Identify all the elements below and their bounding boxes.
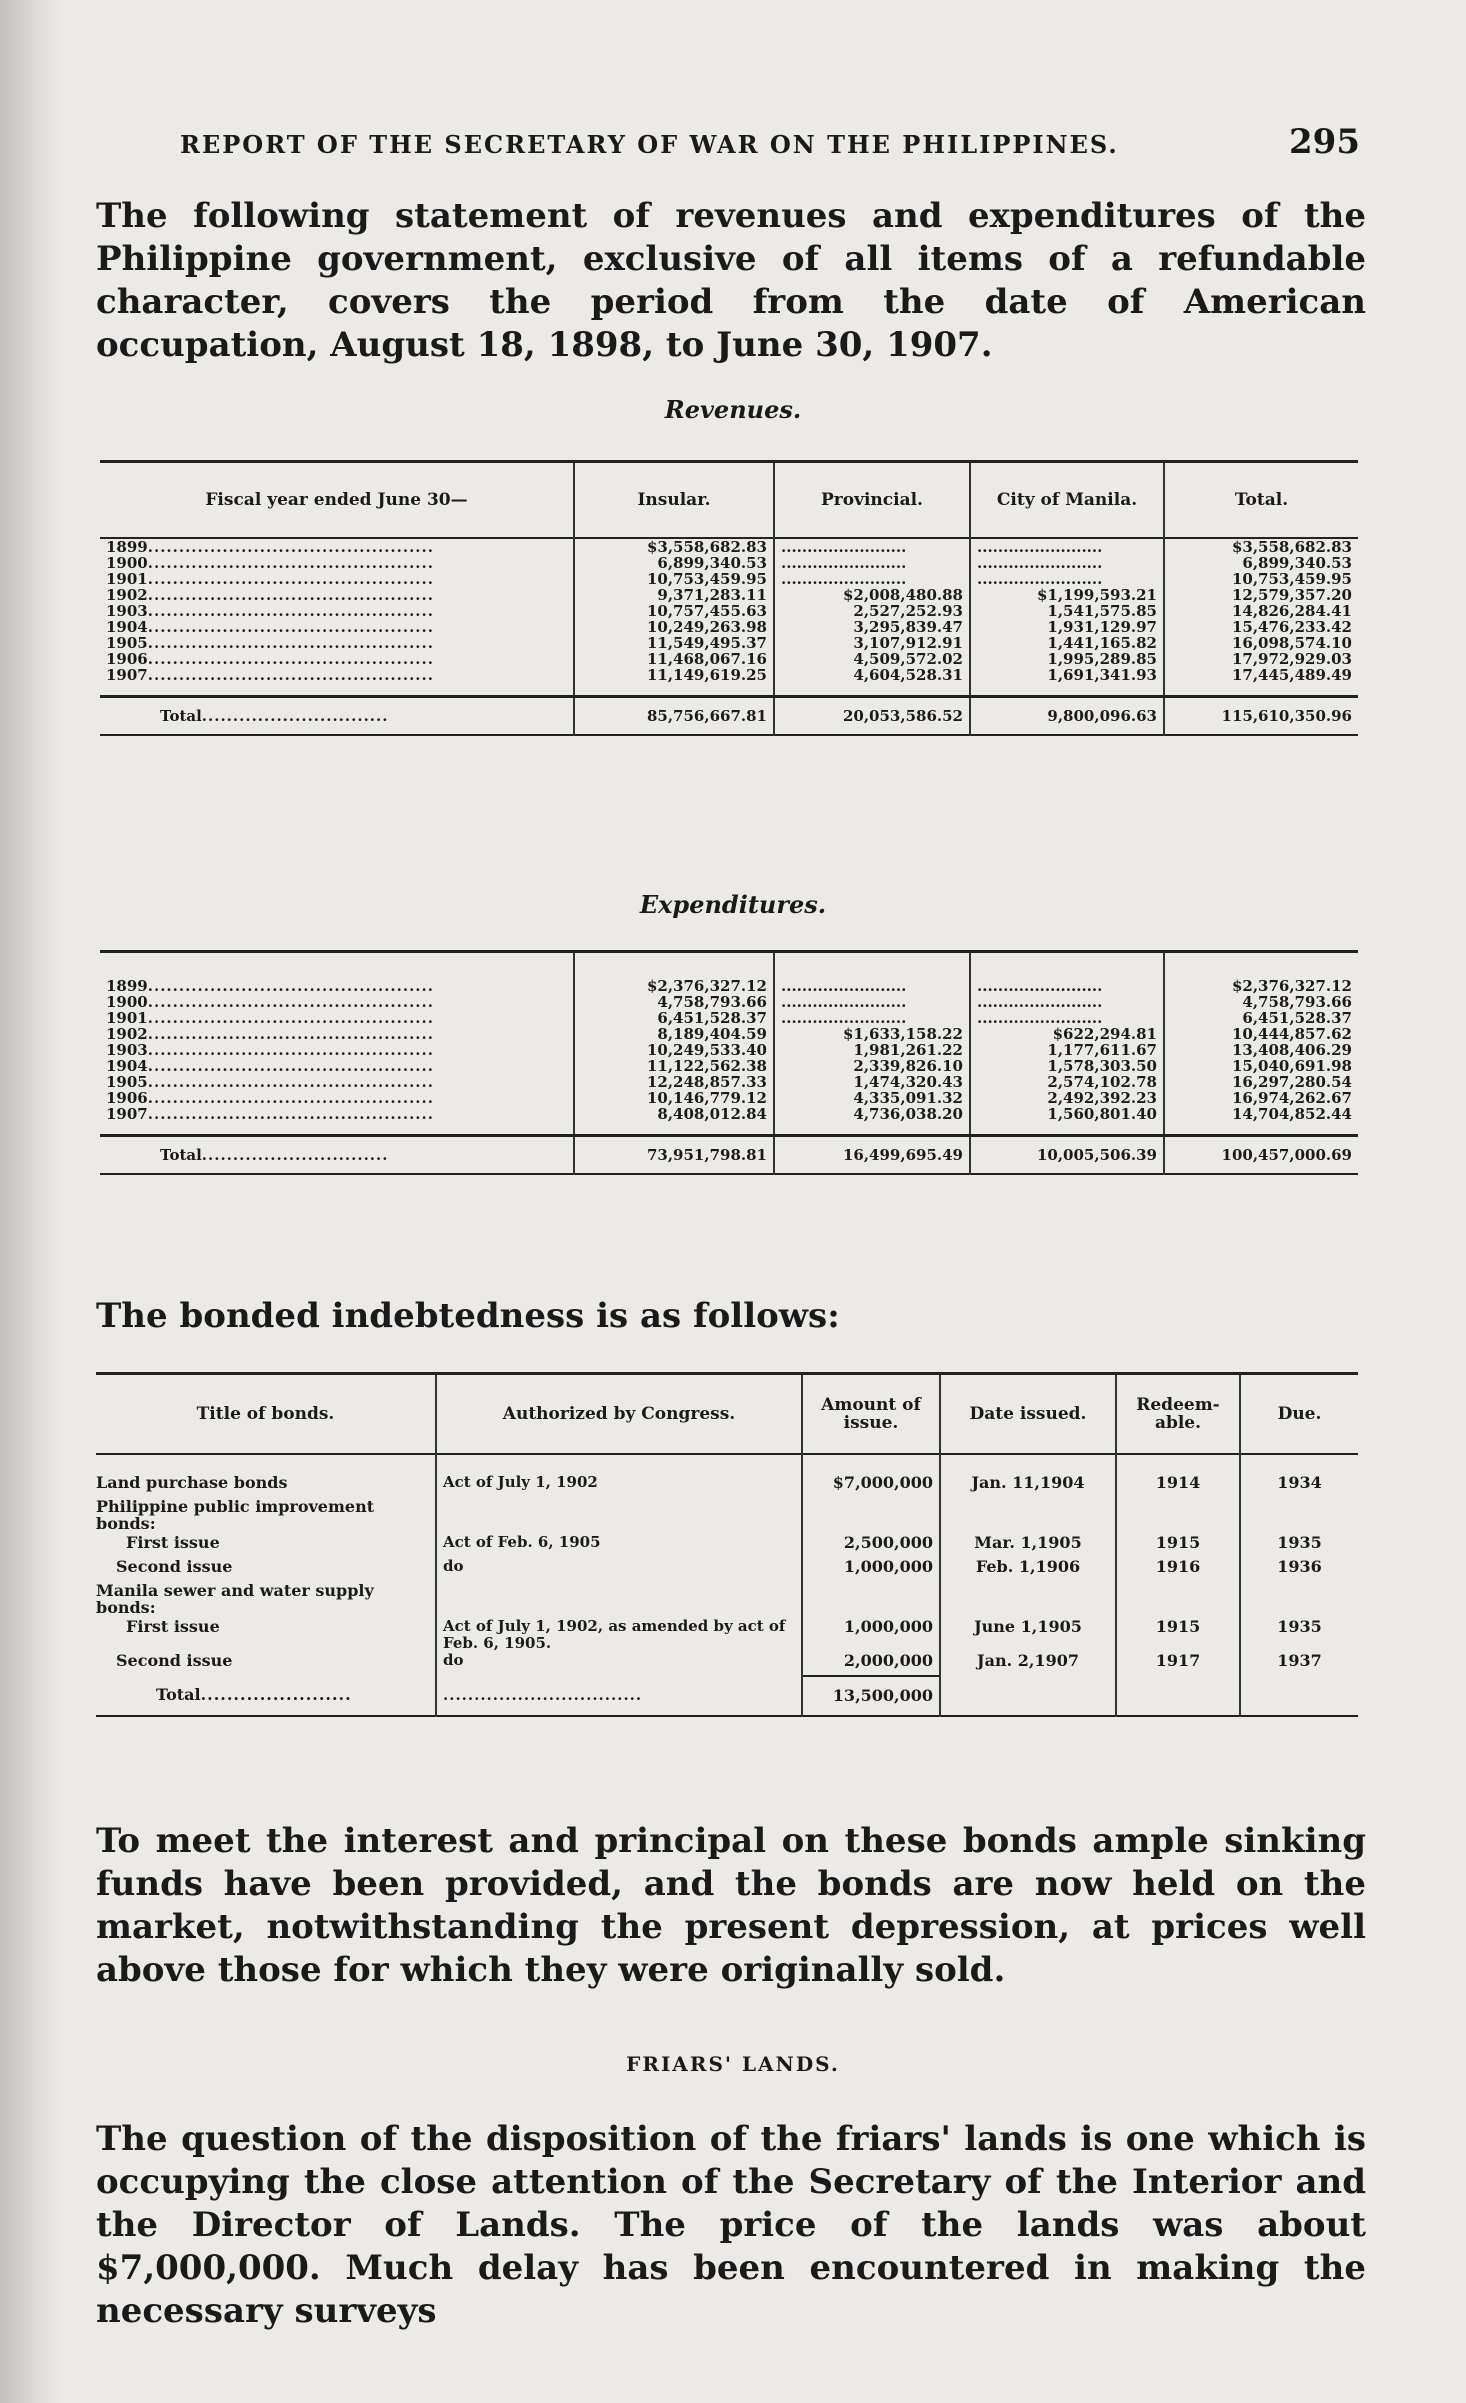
insular-cell: 10,146,779.12 [574, 1090, 774, 1106]
revenues-row [100, 603, 1358, 619]
insular-cell: 11,549,495.37 [574, 635, 774, 651]
year-cell: 1901.............................................. [106, 1009, 434, 1026]
total-cell: 16,297,280.54 [1164, 1074, 1358, 1090]
date-cell: June 1,1905 [940, 1618, 1116, 1652]
manila-cell: 1,995,289.85 [970, 651, 1164, 667]
expenditures-row [100, 1074, 1358, 1090]
insular-cell: 12,248,857.33 [574, 1074, 774, 1090]
provincial-cell: ........................ [774, 978, 970, 994]
year-cell: 1906.............................................. [106, 1089, 434, 1106]
expenditures-row [100, 1042, 1358, 1058]
date-cell [940, 1498, 1116, 1534]
amount-cell: 2,000,000 [802, 1652, 940, 1676]
authorized-cell: do [436, 1652, 802, 1676]
total-cell: 6,899,340.53 [1164, 555, 1358, 571]
insular-cell: 10,249,263.98 [574, 619, 774, 635]
due-cell [1240, 1498, 1358, 1534]
date-cell: Jan. 2,1907 [940, 1652, 1116, 1676]
provincial-cell: 4,604,528.31 [774, 667, 970, 683]
amount-cell: 1,000,000 [802, 1618, 940, 1652]
bond-row [96, 1652, 1358, 1676]
total-cell: 17,445,489.49 [1164, 667, 1358, 683]
total-provincial: 16,499,695.49 [774, 1136, 970, 1175]
revenues-row [100, 538, 1358, 555]
provincial-cell: 1,981,261.22 [774, 1042, 970, 1058]
bonds-intro: The bonded indebtedness is as follows: [96, 1296, 840, 1336]
provincial-cell: 3,107,912.91 [774, 635, 970, 651]
provincial-cell: $1,633,158.22 [774, 1026, 970, 1042]
expenditures-row [100, 1026, 1358, 1042]
total-grand: 115,610,350.96 [1164, 697, 1358, 736]
year-cell: 1902.............................................. [106, 586, 434, 603]
redeemable-cell: 1915 [1116, 1534, 1240, 1558]
date-cell: Feb. 1,1906 [940, 1558, 1116, 1582]
total-cell: 14,826,284.41 [1164, 603, 1358, 619]
authorized-cell [436, 1498, 802, 1534]
year-cell: 1907.............................................. [106, 666, 434, 683]
total-insular: 73,951,798.81 [574, 1136, 774, 1175]
due-cell: 1935 [1240, 1534, 1358, 1558]
bonds-total-amount: 13,500,000 [802, 1676, 940, 1716]
amount-cell [802, 1582, 940, 1618]
revenues-total-row [100, 697, 1358, 736]
provincial-cell: ........................ [774, 571, 970, 587]
bond-title-cell: First issue [126, 1617, 220, 1636]
insular-cell: $3,558,682.83 [574, 538, 774, 555]
total-cell: 16,974,262.67 [1164, 1090, 1358, 1106]
intro-paragraph: The following statement of revenues and expenditures of the Philippine government, exclusive of all items of a refundable character, covers the period from the date of American occupation, August 18, 1898, to June 30, 1907. [96, 196, 1366, 365]
insular-cell: 11,122,562.38 [574, 1058, 774, 1074]
redeemable-cell: 1914 [1116, 1474, 1240, 1498]
authorized-cell: Act of July 1, 1902, as amended by act of Feb. 6, 1905. [436, 1618, 802, 1652]
year-cell: 1903.............................................. [106, 602, 434, 619]
bonds-total-blank: ................................ [436, 1676, 802, 1716]
expenditures-caption: Expenditures. [639, 890, 827, 919]
bond-row [96, 1582, 1358, 1618]
revenues-row [100, 635, 1358, 651]
revenues-caption: Revenues. [664, 395, 802, 424]
amount-cell [802, 1498, 940, 1534]
authorized-cell: Act of July 1, 1902 [436, 1474, 802, 1498]
expenditures-row [100, 978, 1358, 994]
manila-cell: 1,177,611.67 [970, 1042, 1164, 1058]
running-title: REPORT OF THE SECRETARY OF WAR ON THE PHILIPPINES. [180, 130, 1119, 159]
expenditures-row [100, 994, 1358, 1010]
total-provincial: 20,053,586.52 [774, 697, 970, 736]
amount-cell: 1,000,000 [802, 1558, 940, 1582]
year-cell: 1900.............................................. [106, 554, 434, 571]
insular-cell: 11,149,619.25 [574, 667, 774, 683]
expenditures-row [100, 1106, 1358, 1122]
manila-cell: ........................ [970, 994, 1164, 1010]
bond-row [96, 1534, 1358, 1558]
revenues-row [100, 571, 1358, 587]
insular-cell: 6,899,340.53 [574, 555, 774, 571]
manila-cell: 2,574,102.78 [970, 1074, 1164, 1090]
expenditures-row [100, 1010, 1358, 1026]
manila-cell: ........................ [970, 538, 1164, 555]
due-cell: 1934 [1240, 1474, 1358, 1498]
col-city-of-manila: City of Manila. [970, 462, 1164, 538]
friars-lands-heading: FRIARS' LANDS. [626, 2052, 840, 2076]
year-cell: 1903.............................................. [106, 1041, 434, 1058]
authorized-cell: do [436, 1558, 802, 1582]
insular-cell: 9,371,283.11 [574, 587, 774, 603]
due-cell: 1935 [1240, 1618, 1358, 1652]
total-cell: 12,579,357.20 [1164, 587, 1358, 603]
total-cell: $3,558,682.83 [1164, 538, 1358, 555]
total-cell: 14,704,852.44 [1164, 1106, 1358, 1122]
bonds-header-row [96, 1374, 1358, 1454]
bond-row [96, 1498, 1358, 1534]
total-label: Total.............................. [160, 1146, 389, 1164]
year-cell: 1905.............................................. [106, 634, 434, 651]
manila-cell: 1,560,801.40 [970, 1106, 1164, 1122]
redeemable-cell [1116, 1582, 1240, 1618]
bond-row [96, 1618, 1358, 1652]
date-cell: Jan. 11,1904 [940, 1474, 1116, 1498]
total-cell: 16,098,574.10 [1164, 635, 1358, 651]
bond-title-cell: Land purchase bonds [96, 1473, 288, 1492]
provincial-cell: ........................ [774, 555, 970, 571]
expenditures-row [100, 1058, 1358, 1074]
redeemable-cell: 1916 [1116, 1558, 1240, 1582]
bonds-body [96, 1474, 1358, 1676]
expenditures-body [100, 978, 1358, 1136]
provincial-cell: ........................ [774, 994, 970, 1010]
col-fiscal-year: Fiscal year ended June 30— [205, 489, 468, 510]
revenues-row [100, 587, 1358, 603]
year-cell: 1899.............................................. [106, 537, 434, 555]
col-date-issued: Date issued. [940, 1374, 1116, 1454]
redeemable-cell: 1915 [1116, 1618, 1240, 1652]
total-cell: 13,408,406.29 [1164, 1042, 1358, 1058]
year-cell: 1899.............................................. [106, 977, 434, 994]
total-grand: 100,457,000.69 [1164, 1136, 1358, 1175]
total-cell: 10,444,857.62 [1164, 1026, 1358, 1042]
date-cell [940, 1582, 1116, 1618]
provincial-cell: $2,008,480.88 [774, 587, 970, 603]
total-manila: 10,005,506.39 [970, 1136, 1164, 1175]
bond-title-cell: Second issue [116, 1557, 233, 1576]
col-due: Due. [1240, 1374, 1358, 1454]
manila-cell: 1,541,575.85 [970, 603, 1164, 619]
authorized-cell: Act of Feb. 6, 1905 [436, 1534, 802, 1558]
manila-cell: ........................ [970, 555, 1164, 571]
manila-cell: ........................ [970, 978, 1164, 994]
year-cell: 1900.............................................. [106, 993, 434, 1010]
year-cell: 1907.............................................. [106, 1105, 434, 1122]
insular-cell: 10,757,455.63 [574, 603, 774, 619]
scan-edge-shadow [0, 0, 60, 2403]
provincial-cell: ........................ [774, 538, 970, 555]
total-cell: 6,451,528.37 [1164, 1010, 1358, 1026]
year-cell: 1904.............................................. [106, 1057, 434, 1074]
revenues-row [100, 667, 1358, 683]
manila-cell: $622,294.81 [970, 1026, 1164, 1042]
year-cell: 1906.............................................. [106, 650, 434, 667]
col-redeemable: Redeem-able. [1116, 1374, 1240, 1454]
provincial-cell: 2,339,826.10 [774, 1058, 970, 1074]
insular-cell: 10,753,459.95 [574, 571, 774, 587]
redeemable-cell [1116, 1498, 1240, 1534]
total-label: Total.............................. [160, 707, 389, 725]
insular-cell: $2,376,327.12 [574, 978, 774, 994]
bond-row [96, 1558, 1358, 1582]
page-header [180, 122, 1360, 162]
total-cell: $2,376,327.12 [1164, 978, 1358, 994]
provincial-cell: 2,527,252.93 [774, 603, 970, 619]
bond-title-cell: Manila sewer and water supply bonds: [96, 1581, 374, 1617]
total-cell: 15,476,233.42 [1164, 619, 1358, 635]
total-cell: 15,040,691.98 [1164, 1058, 1358, 1074]
revenues-row [100, 555, 1358, 571]
col-title-of-bonds: Title of bonds. [196, 1403, 335, 1424]
revenues-table [100, 460, 1358, 736]
provincial-cell: 4,509,572.02 [774, 651, 970, 667]
total-manila: 9,800,096.63 [970, 697, 1164, 736]
total-insular: 85,756,667.81 [574, 697, 774, 736]
revenues-row [100, 651, 1358, 667]
year-cell: 1901.............................................. [106, 570, 434, 587]
year-cell: 1904.............................................. [106, 618, 434, 635]
bonds-total-row [96, 1676, 1358, 1716]
bonds-table [96, 1372, 1358, 1717]
manila-cell: 1,578,303.50 [970, 1058, 1164, 1074]
page-number: 295 [1289, 122, 1360, 162]
insular-cell: 6,451,528.37 [574, 1010, 774, 1026]
expenditures-total-row [100, 1136, 1358, 1175]
due-cell: 1936 [1240, 1558, 1358, 1582]
due-cell: 1937 [1240, 1652, 1358, 1676]
bond-title-cell: Philippine public improvement bonds: [96, 1497, 375, 1533]
manila-cell: 1,931,129.97 [970, 619, 1164, 635]
sinking-funds-paragraph: To meet the interest and principal on these bonds ample sinking funds have been provided, and the bonds are now held on the market, notwithstanding the present depression, at prices well above those for which they were originally sold. [96, 1821, 1366, 1990]
insular-cell: 8,189,404.59 [574, 1026, 774, 1042]
expenditures-row [100, 1090, 1358, 1106]
amount-cell: $7,000,000 [802, 1474, 940, 1498]
col-insular: Insular. [574, 462, 774, 538]
col-total: Total. [1164, 462, 1358, 538]
insular-cell: 4,758,793.66 [574, 994, 774, 1010]
bond-row [96, 1474, 1358, 1498]
year-cell: 1902.............................................. [106, 1025, 434, 1042]
year-cell: 1905.............................................. [106, 1073, 434, 1090]
provincial-cell: 1,474,320.43 [774, 1074, 970, 1090]
amount-cell: 2,500,000 [802, 1534, 940, 1558]
manila-cell: $1,199,593.21 [970, 587, 1164, 603]
manila-cell: ........................ [970, 1010, 1164, 1026]
total-cell: 17,972,929.03 [1164, 651, 1358, 667]
provincial-cell: 3,295,839.47 [774, 619, 970, 635]
revenues-row [100, 619, 1358, 635]
redeemable-cell: 1917 [1116, 1652, 1240, 1676]
bonds-total-label: Total....................... [156, 1685, 352, 1704]
provincial-cell: 4,736,038.20 [774, 1106, 970, 1122]
col-provincial: Provincial. [774, 462, 970, 538]
col-authorized: Authorized by Congress. [436, 1374, 802, 1454]
friars-lands-paragraph: The question of the disposition of the friars' lands is one which is occupying the close attention of the Secretary of the Interior and the Director of Lands. The price of the lands was about $7,000,000. Much delay has been encountered in making the necessary surveys [96, 2119, 1366, 2331]
provincial-cell: ........................ [774, 1010, 970, 1026]
bond-title-cell: Second issue [116, 1651, 233, 1670]
insular-cell: 8,408,012.84 [574, 1106, 774, 1122]
manila-cell: 1,691,341.93 [970, 667, 1164, 683]
revenues-header-row [100, 462, 1358, 538]
manila-cell: 1,441,165.82 [970, 635, 1164, 651]
col-amount: Amount of issue. [802, 1374, 940, 1454]
total-cell: 4,758,793.66 [1164, 994, 1358, 1010]
total-cell: 10,753,459.95 [1164, 571, 1358, 587]
manila-cell: 2,492,392.23 [970, 1090, 1164, 1106]
revenues-body [100, 538, 1358, 697]
authorized-cell [436, 1582, 802, 1618]
provincial-cell: 4,335,091.32 [774, 1090, 970, 1106]
bond-title-cell: First issue [126, 1533, 220, 1552]
insular-cell: 10,249,533.40 [574, 1042, 774, 1058]
due-cell [1240, 1582, 1358, 1618]
manila-cell: ........................ [970, 571, 1164, 587]
insular-cell: 11,468,067.16 [574, 651, 774, 667]
date-cell: Mar. 1,1905 [940, 1534, 1116, 1558]
expenditures-table [100, 950, 1358, 1175]
